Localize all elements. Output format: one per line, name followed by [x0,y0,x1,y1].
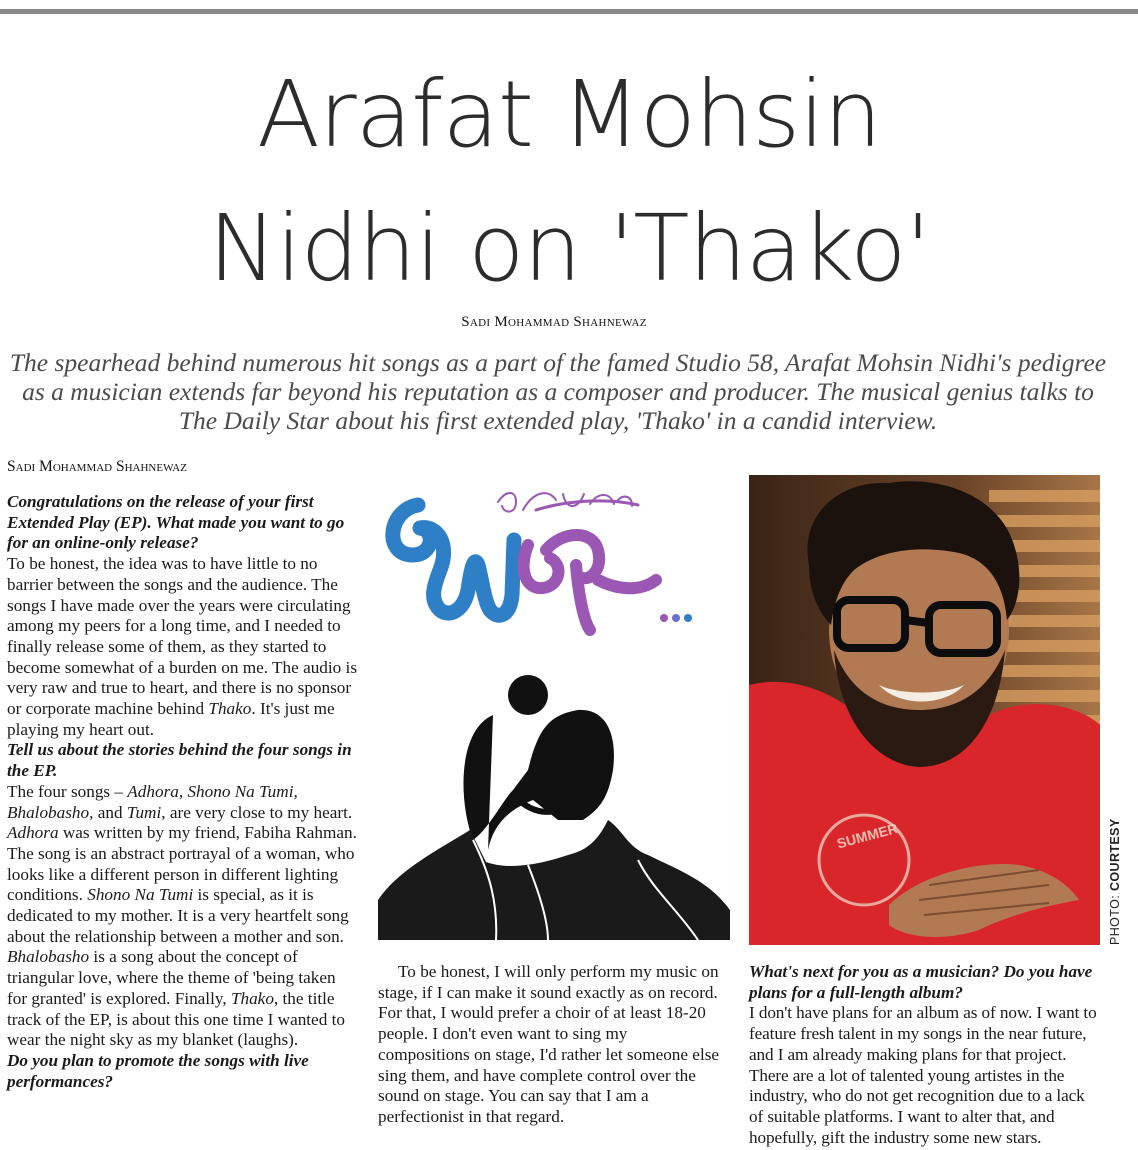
answer-1: To be honest, the idea was to have little to no barrier between the songs and the audience. The songs I have made over the years were circulating among my peers for a long time, and I needed to finally release some of them, as they started to become somewhat of a burden on me. The audio is very raw and true to heart, and there is no sponsor or corporate machine behind Thako. It's just me playing my heart out. [7,554,358,739]
question-1: Congratulations on the release of your first Extended Play (EP). What made you want to go for an online-only release? [7,492,345,553]
shirt-print-text: SUMMER [835,819,900,852]
article-column-1 [7,492,359,1092]
ep-cover-image [378,470,730,940]
headline-line-2: Nidhi on 'Thako' [208,195,930,302]
answer-3: To be honest, I will only perform my music on stage, if I can make it sound exactly as on record. For that, I would prefer a choir of at least 18-20 people. I don't even want to sing my compositions on stage, I'd rather let someone else sing them, and have complete control over the sound on stage. You can say that I am a perfectionist in that regard. [378,962,720,1126]
headline-line-1: Arafat Mohsin [257,61,881,168]
photo-credit: PHOTO: COURTESY [1108,818,1122,945]
figure-illustration [378,675,730,940]
article-column-2 [378,962,720,1128]
portrait-photo [749,475,1100,945]
byline: Sadi Mohammad Shahnewaz [461,314,647,330]
article-column-3 [749,962,1099,1148]
question-3: Do you plan to promote the songs with live performances? [7,1050,309,1091]
ep-cover-signature: Arafat Mohsin [608,480,614,481]
column-byline: Sadi Mohammad Shahnewaz [7,458,187,475]
script-glyph-blue [393,505,514,615]
answer-4: I don't have plans for an album as of now. I want to feature fresh talent in my songs in the near future, and I am already making plans for that project. There are a lot of talented young artistes in the industry, who do not get recognition due to a lack of suitable platforms. I want to alter that, and hopefully, gift the industry some new stars. [749,1003,1097,1147]
answer-2: The four songs – Adhora, Shono Na Tumi, Bhalobasho, and Tumi, are very close to my heart. Adhora was written by my friend, Fabiha Rahman. The song is an abstract portrayal of a woman, who looks like a different person in different lighting conditions. Shono Na Tumi is special, as it is dedicated to my mother. It is a very heartfelt song about the relationship between a mother and son. Bhalobasho is a song about the concept of triangular love, where the theme of 'being taken for granted' is explored. Finally, Thako, the title track of the EP, is about this one time I wanted to wear the night sky as my blanket (laughs). [7,781,357,1050]
question-4: What's next for you as a musician? Do you have plans for a full-length album? [749,962,1093,1002]
standfirst: The spearhead behind numerous hit songs as a part of the famed Studio 58, Arafat Mohsin Nidhi's pedigree as a musician extends far beyond his reputation as a composer and producer. The musical genius talks to The Daily Star about his first extended play, 'Thako' in a candid interview. [9,348,1107,435]
question-2: Tell us about the stories behind the four songs in the EP. [7,740,352,781]
script-glyph-purple [524,535,656,630]
headline [0,48,1138,316]
top-rule [0,9,1138,14]
